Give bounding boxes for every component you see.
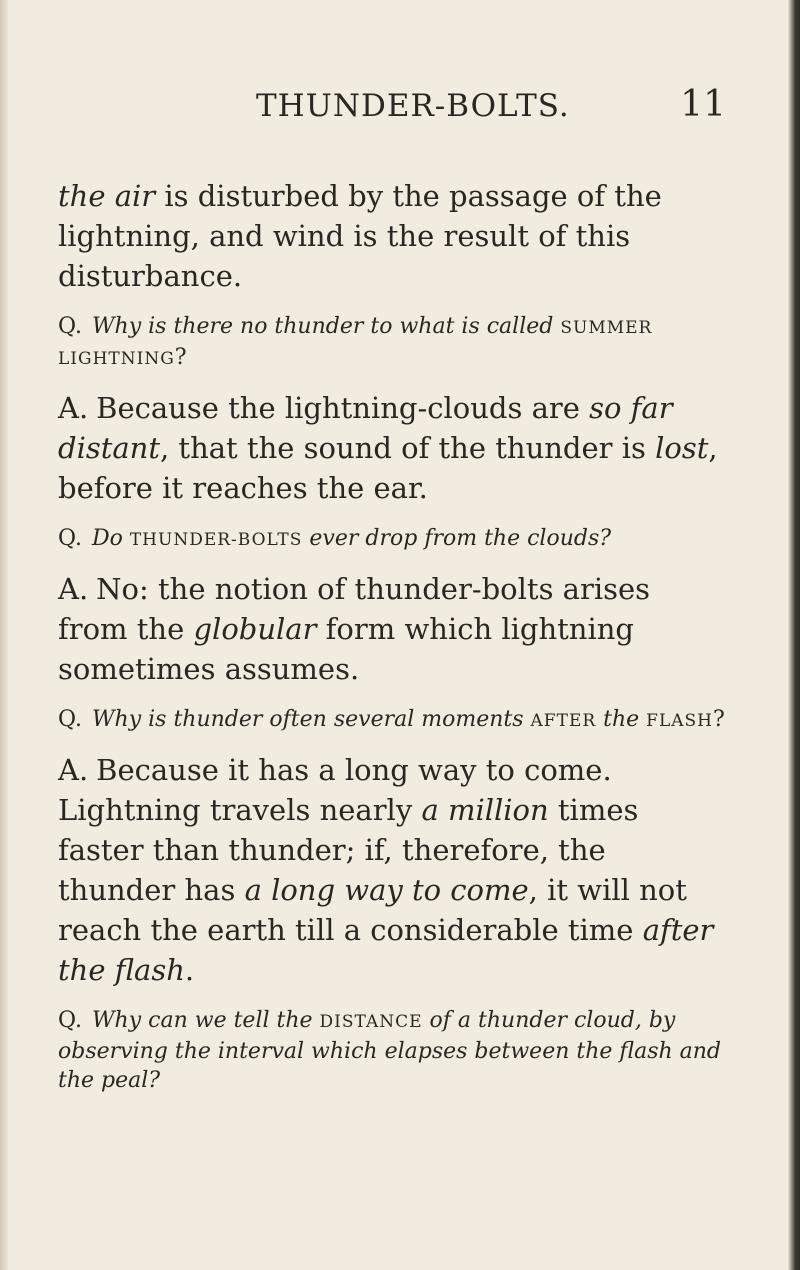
small-caps-term: DISTANCE [319, 1012, 423, 1032]
text-run: ever drop from the clouds? [302, 526, 612, 551]
answer-label: A. [58, 391, 89, 425]
text-run: , it will not reach the earth till a considerable time [58, 873, 687, 947]
emphasis: lost [655, 431, 709, 465]
page-edge-left [0, 0, 8, 1270]
emphasis: after the flash [58, 913, 714, 987]
text-run: of a thunder cloud, by observing the interval which elapses between the flash and the peal? [58, 1008, 722, 1093]
question-label: Q. [58, 707, 82, 732]
question-label: Q. [58, 314, 82, 339]
page-edge-right [788, 0, 800, 1270]
paragraph-continuation [58, 176, 726, 296]
answer-label: A. [58, 572, 89, 606]
emphasis: the air [58, 179, 156, 213]
small-caps-term: SUMMER LIGHTNING [58, 318, 653, 369]
text-run: the [596, 707, 647, 732]
emphasis: so far distant [58, 391, 673, 465]
question-summer-lightning [58, 312, 726, 374]
text-run: Because it has a long way to come. Lightning travels nearly [58, 753, 612, 827]
question-thunder-bolts [58, 524, 726, 555]
emphasis: a long way to come [244, 873, 529, 907]
text-run: Do [91, 526, 130, 551]
answer-label: A. [58, 753, 89, 787]
small-caps-term: AFTER [530, 711, 597, 731]
emphasis: a million [421, 793, 549, 827]
page-number: 11 [680, 84, 726, 125]
text-run: No: the notion of thunder-bolts arises from the [58, 572, 651, 646]
running-title: THUNDER-BOLTS. [256, 88, 570, 124]
answer-summer-lightning [58, 388, 726, 508]
text-run: ? [174, 345, 187, 370]
text-run: , that the sound of the thunder is [160, 431, 656, 465]
text-run: Because the lightning-clouds are [96, 391, 590, 425]
text-run: , before it reaches the ear. [58, 431, 718, 505]
page-header [256, 84, 726, 125]
small-caps-term: THUNDER-BOLTS [129, 530, 303, 550]
text-run: ? [713, 707, 725, 732]
text-run: is disturbed by the passage of the lightning, and wind is the result of this disturbance. [58, 179, 662, 293]
answer-thunder-delay [58, 750, 726, 990]
text-run: form which lightning sometimes assumes. [58, 612, 634, 686]
question-storm-distance [58, 1006, 726, 1095]
page-body [58, 176, 726, 1109]
question-thunder-delay [58, 705, 726, 736]
text-run: Why can we tell the [91, 1008, 320, 1033]
question-label: Q. [58, 526, 82, 551]
emphasis: globular [193, 612, 317, 646]
text-run: . [184, 953, 195, 987]
text-run: times faster than thunder; if, therefore, the thunder has [58, 793, 639, 907]
small-caps-term: FLASH [646, 711, 714, 731]
text-run: Why is thunder often several moments [91, 707, 531, 732]
text-run: Why is there no thunder to what is called [91, 314, 561, 339]
answer-thunder-bolts [58, 569, 726, 689]
question-label: Q. [58, 1008, 82, 1033]
